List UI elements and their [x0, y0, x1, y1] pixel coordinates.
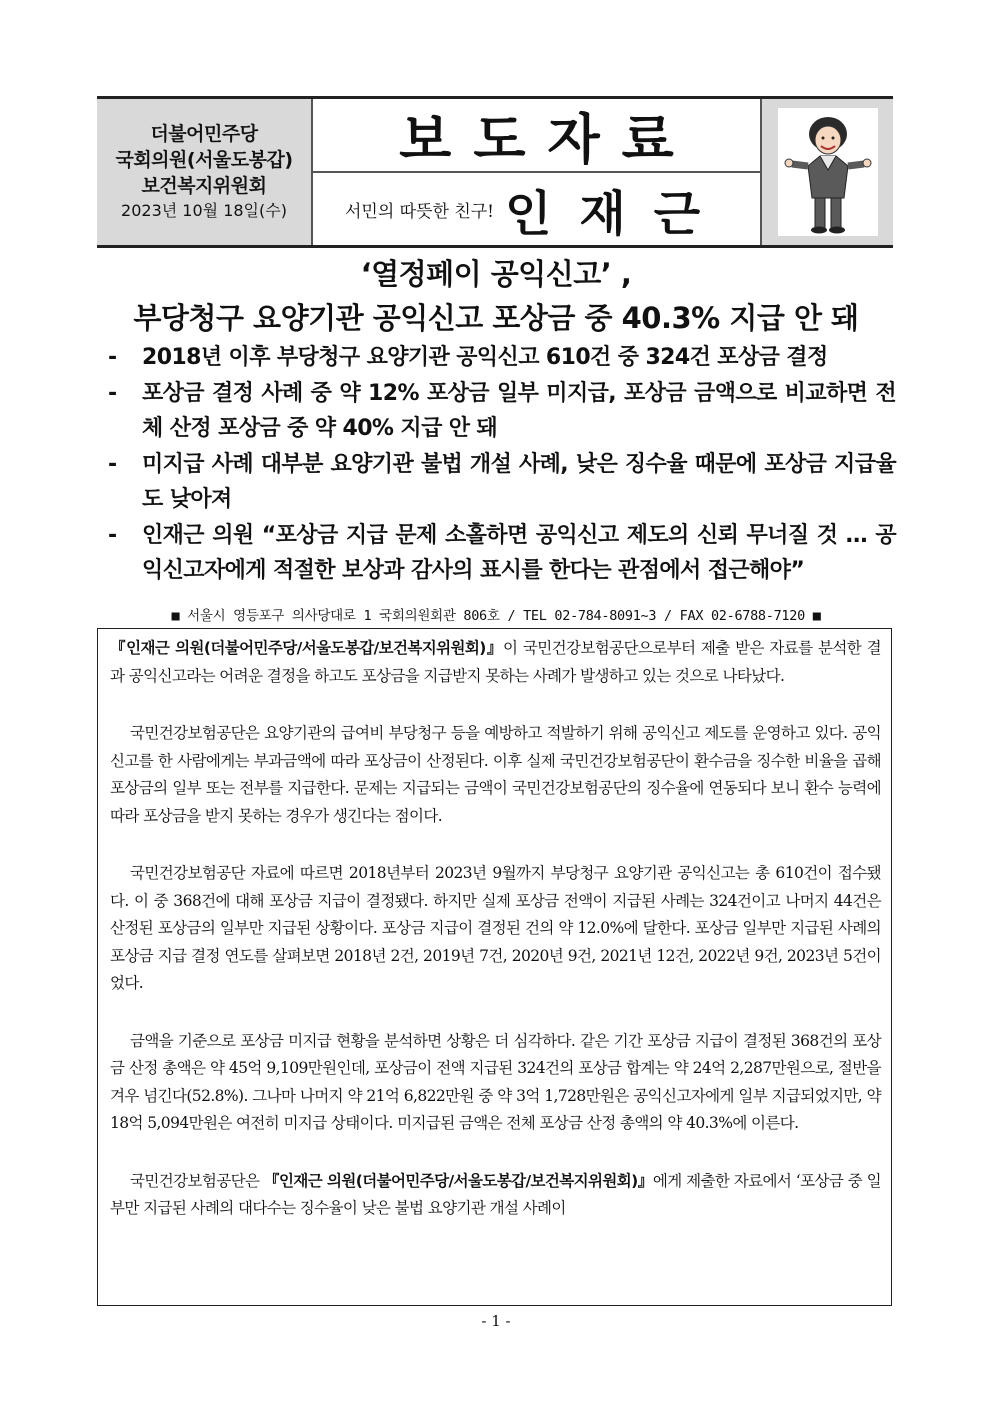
party-name: 더불어민주당: [150, 123, 258, 145]
paragraph-1-text: 이 국민건강보험공단으로부터 제출 받은 자료를 분석한 결과 공익신고라는 어려운 결정을 하고도 포상금을 지급받지 못하는 사례가 발생하고 있는 것으로 나타났다.: [110, 639, 881, 685]
sender-info: [97, 99, 313, 245]
subheadline-item: - 포상금 결정 사례 중 약 12% 포상금 일부 미지급, 포상금 금액으로 비교하면 전체 산정 포상금 중 약 40% 지급 안 돼: [106, 376, 896, 447]
press-header: [97, 96, 893, 248]
article-body: [97, 628, 892, 1306]
subheadline-list: [106, 340, 896, 589]
committee-name: 보건복지위원회: [141, 175, 267, 197]
caricature-area: [760, 99, 893, 245]
subheadline-item: - 인재근 의원 “포상금 지급 문제 소홀하면 공익신고 제도의 신뢰 무너질 것 … 공익신고자에게 적절한 보상과 감사의 표시를 한다는 관점에서 접근해야”: [106, 518, 896, 589]
lawmaker-name: 인재근: [505, 185, 729, 242]
headline-line-2: 부당청구 요양기관 공익신고 포상금 중 40.3% 지급 안 돼: [133, 301, 859, 335]
lawmaker-credit: 『인재근 의원(더불어민주당/서울도봉갑/보건복지위원회)』: [110, 639, 503, 657]
press-release-title: 보도자료: [399, 107, 696, 171]
contact-address: ■ 서울시 영등포구 의사당대로 1 국회의원회관 806호 / TEL 02-784-8091~3 / FAX 02-6788-7120 ■: [171, 608, 821, 624]
subheadline-item: - 미지급 사례 대부분 요양기관 불법 개설 사례, 낮은 징수율 때문에 포상금 지급율도 낮아져: [106, 447, 896, 518]
title-cell: [313, 99, 760, 173]
page-number: - 1 -: [481, 1312, 511, 1330]
paragraph-5: [110, 1168, 881, 1223]
paragraph-5-text: 에게 제출한 자료에서 ‘포상금 중 일부만 지급된 사례의 대다수는 징수율이 낮은 불법 요양기관 개설 사례이: [110, 1171, 881, 1217]
title-area: [313, 99, 760, 245]
office-name: 국회의원(서울도봉갑): [115, 149, 293, 171]
slogan: 서민의 따뜻한 친구!: [345, 201, 495, 222]
lawmaker-credit: 『인재근 의원(더불어민주당/서울도봉갑/보건복지위원회)』: [263, 1171, 653, 1190]
headline-line-1: ‘열정페이 공익신고’ ,: [360, 257, 632, 291]
paragraph-5-pre: 국민건강보험공단은: [130, 1171, 260, 1190]
paragraph-2: 국민건강보험공단은 요양기관의 급여비 부당청구 등을 예방하고 적발하기 위해 공익신고 제도를 운영하고 있다. 공익신고를 한 사람에게는 부과금액에 따라 포상금이 산정된다. 이후 실제 국민건강보험공단이 환수금을 징수한 비율을 곱해 포상금의 일부 또는 전부를 지급한다. 문제는 지급되는 금액이 국민건강보험공단의 징수율에 연동되다 보니 환수 능력에 따라 포상금을 받지 못하는 경우가 생긴다는 점이다.: [110, 724, 881, 825]
release-date: 2023년 10월 18일(수): [121, 201, 287, 220]
paragraph-3: 국민건강보험공단 자료에 따르면 2018년부터 2023년 9월까지 부당청구 요양기관 공익신고는 총 610건이 접수됐다. 이 중 368건에 대해 포상금 지급이 결정됐다. 하지만 실제 포상금 전액이 지급된 사례는 324건이고 나머지 44건은 산정된 포상금의 일부만 지급된 상황이다. 포상금 지급이 결정된 건의 약 12.0%에 달한다. 포상금 일부만 지급된 사례의 포상금 지급 결정 연도를 살펴보면 2018년 2건, 2019년 7건, 2020년 9건, 2021년 12건, 2022년 9건, 2023년 5건이었다.: [110, 864, 881, 992]
caricature-image: [778, 108, 878, 236]
subheadline-item: - 2018년 이후 부당청구 요양기관 공익신고 610건 중 324건 포상금 결정: [106, 340, 896, 376]
paragraph-4: 금액을 기준으로 포상금 미지급 현황을 분석하면 상황은 더 심각하다. 같은 기간 포상금 지급이 결정된 368건의 포상금 산정 총액은 약 45억 9,109만원인데, 포상금이 전액 지급된 324건의 포상금 합계는 약 24억 2,287만원으로, 절반을 겨우 넘긴다(52.8%). 그나마 나머지 약 21억 6,822만원 중 약 3억 1,728만원은 공익신고자에게 일부 지급되었지만, 약 18억 5,094만원은 여전히 미지급 상태이다. 미지급된 금액은 전체 포상금 산정 총액의 약 40.3%에 이른다.: [110, 1031, 881, 1132]
caricature-icon: [778, 108, 878, 236]
name-cell: [313, 173, 760, 245]
paragraph-1: [110, 635, 881, 690]
